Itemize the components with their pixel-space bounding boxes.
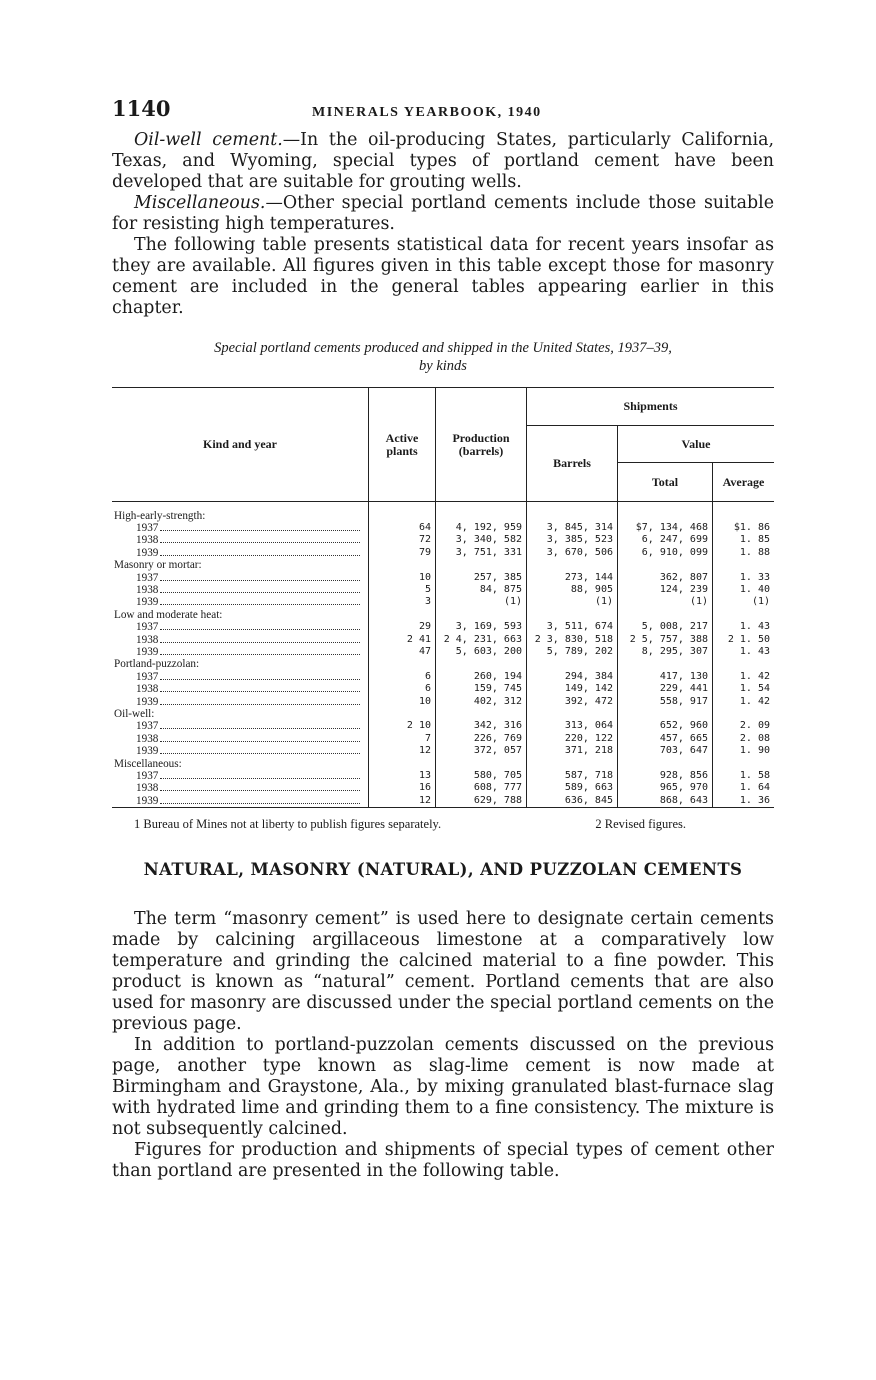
barrels-cell: 149, 142 [527, 683, 618, 695]
empty-cell [436, 609, 527, 621]
section-title: NATURAL, MASONRY (NATURAL), AND PUZZOLAN CEMENTS [143, 860, 743, 880]
group-label: Masonry or mortar: [114, 559, 202, 572]
empty-cell [527, 708, 618, 720]
production-cell: 257, 385 [436, 572, 527, 584]
value-total-cell: 124, 239 [618, 584, 713, 596]
year-cell [112, 646, 369, 658]
empty-cell [436, 708, 527, 720]
col-value: Value [618, 426, 775, 463]
value-average-cell: $1. 86 [713, 522, 775, 534]
empty-cell [618, 758, 713, 770]
leader-dots [160, 634, 360, 643]
table-row [112, 634, 774, 646]
leader-dots [160, 534, 360, 543]
value-total-cell: 2 5, 757, 388 [618, 634, 713, 646]
barrels-cell: 2 3, 830, 518 [527, 634, 618, 646]
table-body [112, 510, 774, 808]
table-caption: Special portland cements produced and shipped in the United States, 1937–39, by kinds [214, 340, 672, 374]
empty-cell [527, 609, 618, 621]
empty-cell [713, 609, 775, 621]
year-cell [112, 671, 369, 683]
table-row [112, 584, 774, 596]
plants-cell: 47 [369, 646, 436, 658]
leader-dots [160, 547, 360, 556]
intro-paragraph [112, 193, 774, 235]
empty-cell [369, 559, 436, 571]
body-paragraph: In addition to portland-puzzolan cements discussed on the previous page, another type known as slag-lime cement is now made at Birmingham and Graystone, Ala., by mixing granulated blast-furnace slag with hydrated lime and grinding them to a fine consistency. The mixture is not subsequently calcined. [112, 1035, 774, 1140]
paragraph-text: —In the oil-producing States, particularly California, Texas, and Wyoming, special types of portland cement have been developed that are suitable for grouting wells. [112, 130, 774, 192]
value-average-cell: 1. 64 [713, 782, 775, 794]
production-cell: 3, 340, 582 [436, 534, 527, 546]
table-bottom-rule [112, 807, 774, 808]
value-average-cell: 1. 58 [713, 770, 775, 782]
value-total-cell: $7, 134, 468 [618, 522, 713, 534]
leader-dots [160, 720, 360, 729]
table-row [112, 782, 774, 794]
leader-dots [160, 696, 360, 705]
paragraph-text: The following table presents statistical data for recent years insofar as they are available. All figures given in this table except those for masonry cement are included in the general tables appearing earlier in this chapter. [112, 235, 774, 318]
table-group-row [112, 609, 774, 621]
leader-dots [160, 745, 360, 754]
table-row [112, 696, 774, 708]
col-plants: Active plants [369, 388, 436, 502]
plants-cell: 6 [369, 671, 436, 683]
col-kind: Kind and year [202, 437, 277, 451]
leader-dots [160, 572, 360, 581]
production-cell: 3, 751, 331 [436, 547, 527, 559]
year-label: 1937 [136, 770, 159, 783]
intro-paragraph [112, 235, 774, 319]
empty-cell [527, 758, 618, 770]
col-average: Average [713, 463, 775, 502]
plants-cell: 2 41 [369, 634, 436, 646]
production-cell: 2 4, 231, 663 [436, 634, 527, 646]
value-average-cell: 2. 09 [713, 720, 775, 732]
table-row [112, 646, 774, 658]
year-label: 1939 [136, 546, 159, 559]
group-label: Portland-puzzolan: [114, 658, 200, 671]
intro-text [112, 130, 774, 319]
table-row [112, 534, 774, 546]
table-row [112, 547, 774, 559]
year-cell [112, 522, 369, 534]
group-label: High-early-strength: [114, 509, 206, 522]
barrels-cell: 273, 144 [527, 572, 618, 584]
empty-cell [369, 609, 436, 621]
empty-cell [527, 658, 618, 670]
table-row [112, 683, 774, 695]
year-cell [112, 534, 369, 546]
empty-cell [527, 559, 618, 571]
value-total-cell: 703, 647 [618, 745, 713, 757]
year-cell [112, 770, 369, 782]
empty-cell [618, 510, 713, 522]
plants-cell: 29 [369, 621, 436, 633]
leader-dots [160, 596, 360, 605]
production-cell: 5, 603, 200 [436, 646, 527, 658]
footnote-1: 1 Bureau of Mines not at liberty to publish figures separately. [134, 817, 442, 832]
leader-dots [160, 782, 360, 791]
year-label: 1939 [136, 695, 159, 708]
empty-cell [713, 708, 775, 720]
plants-cell: 7 [369, 733, 436, 745]
table-row [112, 745, 774, 757]
body-paragraph: The term “masonry cement” is used here to designate certain cements made by calcining argillaceous limestone at a comparatively low temperature and grinding the calcined material to a fine powder. This product is known as “natural” cement. Portland cements that are also used for masonry are discussed under the special portland cements on the previous page. [112, 909, 774, 1035]
year-label: 1937 [136, 621, 159, 634]
paragraph-lead: Miscellaneous. [134, 193, 266, 213]
production-cell: 84, 875 [436, 584, 527, 596]
production-cell: 4, 192, 959 [436, 522, 527, 534]
production-cell: 372, 057 [436, 745, 527, 757]
year-label: 1937 [136, 670, 159, 683]
empty-cell [618, 609, 713, 621]
empty-cell [436, 559, 527, 571]
year-label: 1939 [136, 794, 159, 807]
value-total-cell: 652, 960 [618, 720, 713, 732]
value-total-cell: 558, 917 [618, 696, 713, 708]
year-label: 1938 [136, 683, 159, 696]
empty-cell [618, 559, 713, 571]
production-cell: 342, 316 [436, 720, 527, 732]
production-cell: 260, 194 [436, 671, 527, 683]
year-label: 1939 [136, 645, 159, 658]
value-total-cell: 6, 247, 699 [618, 534, 713, 546]
table-group-row [112, 708, 774, 720]
value-total-cell: 417, 130 [618, 671, 713, 683]
empty-cell [369, 658, 436, 670]
cement-table [112, 387, 774, 807]
year-label: 1938 [136, 782, 159, 795]
value-average-cell: 1. 88 [713, 547, 775, 559]
barrels-cell: 5, 789, 202 [527, 646, 618, 658]
leader-dots [160, 671, 360, 680]
plants-cell: 6 [369, 683, 436, 695]
empty-cell [436, 758, 527, 770]
year-cell [112, 596, 369, 608]
table-group-row [112, 758, 774, 770]
production-cell: 629, 788 [436, 795, 527, 807]
plants-cell: 72 [369, 534, 436, 546]
production-cell: 226, 769 [436, 733, 527, 745]
production-cell: (1) [436, 596, 527, 608]
value-average-cell: 1. 42 [713, 671, 775, 683]
barrels-cell: 371, 218 [527, 745, 618, 757]
year-cell [112, 634, 369, 646]
empty-cell [436, 510, 527, 522]
table-group-row [112, 658, 774, 670]
leader-dots [160, 646, 360, 655]
page-number: 1140 [112, 96, 171, 121]
year-cell [112, 745, 369, 757]
production-cell: 3, 169, 593 [436, 621, 527, 633]
value-average-cell: 1. 43 [713, 646, 775, 658]
plants-cell: 79 [369, 547, 436, 559]
barrels-cell: 392, 472 [527, 696, 618, 708]
empty-cell [713, 510, 775, 522]
value-total-cell: 362, 807 [618, 572, 713, 584]
col-barrels: Barrels [527, 426, 618, 502]
plants-cell: 2 10 [369, 720, 436, 732]
table-group-row [112, 559, 774, 571]
value-average-cell: (1) [713, 596, 775, 608]
value-average-cell: 1. 33 [713, 572, 775, 584]
year-label: 1939 [136, 596, 159, 609]
empty-cell [713, 559, 775, 571]
footnote-2: 2 Revised figures. [595, 817, 686, 832]
barrels-cell: 587, 718 [527, 770, 618, 782]
value-total-cell: 8, 295, 307 [618, 646, 713, 658]
empty-cell [618, 708, 713, 720]
group-label: Miscellaneous: [114, 757, 182, 770]
barrels-cell: 3, 845, 314 [527, 522, 618, 534]
year-label: 1938 [136, 732, 159, 745]
value-average-cell: 1. 40 [713, 584, 775, 596]
table-row [112, 733, 774, 745]
plants-cell: 12 [369, 745, 436, 757]
value-total-cell: 965, 970 [618, 782, 713, 794]
page-header [112, 96, 774, 130]
year-label: 1939 [136, 745, 159, 758]
empty-cell [369, 510, 436, 522]
value-total-cell: 457, 665 [618, 733, 713, 745]
page [112, 96, 774, 1182]
plants-cell: 3 [369, 596, 436, 608]
table-row [112, 621, 774, 633]
leader-dots [160, 584, 360, 593]
barrels-cell: 313, 064 [527, 720, 618, 732]
barrels-cell: 589, 663 [527, 782, 618, 794]
value-total-cell: (1) [618, 596, 713, 608]
value-average-cell: 1. 85 [713, 534, 775, 546]
plants-cell: 13 [369, 770, 436, 782]
barrels-cell: 636, 845 [527, 795, 618, 807]
barrels-cell: 3, 385, 523 [527, 534, 618, 546]
value-average-cell: 2. 08 [713, 733, 775, 745]
empty-cell [618, 658, 713, 670]
plants-cell: 10 [369, 572, 436, 584]
table-row [112, 795, 774, 807]
year-cell [112, 621, 369, 633]
production-cell: 580, 705 [436, 770, 527, 782]
value-total-cell: 229, 441 [618, 683, 713, 695]
table-row [112, 720, 774, 732]
leader-dots [160, 522, 360, 531]
plants-cell: 5 [369, 584, 436, 596]
group-label: Oil-well: [114, 708, 155, 720]
year-cell [112, 572, 369, 584]
intro-paragraph [112, 130, 774, 193]
production-cell: 608, 777 [436, 782, 527, 794]
table-row [112, 770, 774, 782]
value-total-cell: 868, 643 [618, 795, 713, 807]
barrels-cell: 3, 670, 506 [527, 547, 618, 559]
year-label: 1938 [136, 583, 159, 596]
year-cell [112, 547, 369, 559]
production-cell: 402, 312 [436, 696, 527, 708]
leader-dots [160, 795, 360, 804]
year-cell [112, 683, 369, 695]
barrels-cell: 3, 511, 674 [527, 621, 618, 633]
plants-cell: 64 [369, 522, 436, 534]
footnotes [134, 817, 686, 832]
year-cell [112, 782, 369, 794]
body-text [112, 909, 774, 1182]
empty-cell [713, 658, 775, 670]
plants-cell: 16 [369, 782, 436, 794]
body-paragraph: Figures for production and shipments of special types of cement other than portland are presented in the following table. [112, 1140, 774, 1182]
plants-cell: 12 [369, 795, 436, 807]
value-total-cell: 6, 910, 099 [618, 547, 713, 559]
barrels-cell: 88, 905 [527, 584, 618, 596]
leader-dots [160, 621, 360, 630]
table-row [112, 671, 774, 683]
table-group-row [112, 510, 774, 522]
empty-cell [369, 758, 436, 770]
year-label: 1937 [136, 571, 159, 584]
year-label: 1937 [136, 720, 159, 733]
barrels-cell: (1) [527, 596, 618, 608]
table-row [112, 522, 774, 534]
value-average-cell: 1. 42 [713, 696, 775, 708]
barrels-cell: 220, 122 [527, 733, 618, 745]
year-cell [112, 795, 369, 807]
year-label: 1937 [136, 521, 159, 534]
paragraph-text: —Other special portland cements include those suitable for resisting high temperatures. [112, 193, 774, 234]
group-label: Low and moderate heat: [114, 608, 223, 621]
col-shipments: Shipments [527, 388, 775, 426]
year-cell [112, 720, 369, 732]
value-average-cell: 1. 54 [713, 683, 775, 695]
leader-dots [160, 770, 360, 779]
value-average-cell: 1. 43 [713, 621, 775, 633]
value-average-cell: 1. 90 [713, 745, 775, 757]
value-total-cell: 5, 008, 217 [618, 621, 713, 633]
production-cell: 159, 745 [436, 683, 527, 695]
leader-dots [160, 733, 360, 742]
empty-cell [527, 510, 618, 522]
paragraph-lead: Oil-well cement. [134, 130, 283, 150]
year-cell [112, 696, 369, 708]
col-production: Production (barrels) [436, 388, 527, 502]
col-total: Total [618, 463, 713, 502]
barrels-cell: 294, 384 [527, 671, 618, 683]
running-head: MINERALS YEARBOOK, 1940 [312, 105, 542, 120]
plants-cell: 10 [369, 696, 436, 708]
year-label: 1938 [136, 534, 159, 547]
value-average-cell: 1. 36 [713, 795, 775, 807]
year-cell [112, 733, 369, 745]
value-average-cell: 2 1. 50 [713, 634, 775, 646]
year-label: 1938 [136, 633, 159, 646]
empty-cell [713, 758, 775, 770]
value-total-cell: 928, 856 [618, 770, 713, 782]
leader-dots [160, 683, 360, 692]
table-row [112, 596, 774, 608]
empty-cell [369, 708, 436, 720]
empty-cell [436, 658, 527, 670]
table-row [112, 572, 774, 584]
year-cell [112, 584, 369, 596]
